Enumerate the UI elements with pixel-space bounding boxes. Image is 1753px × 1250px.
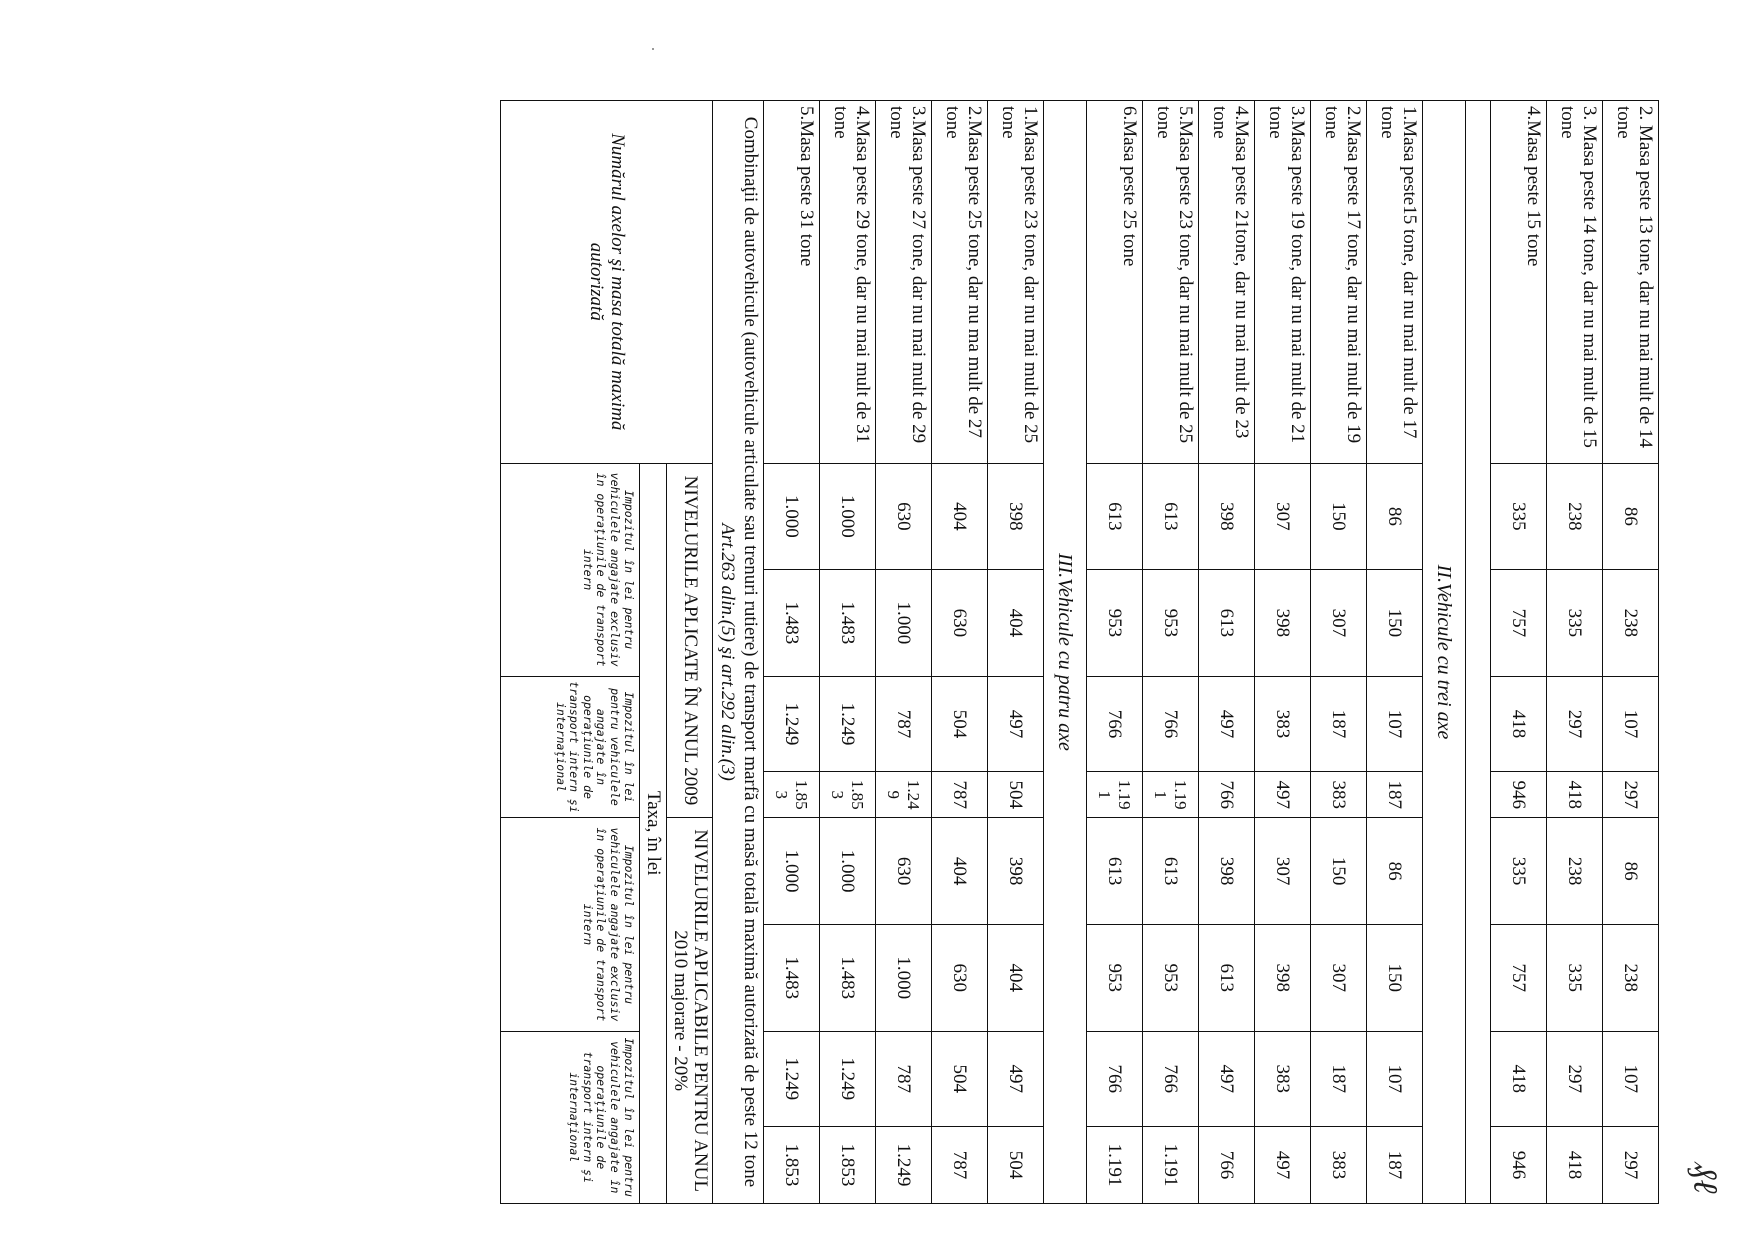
tax-value-cell: 757 (1491, 570, 1547, 677)
tax-value-cell: 613 (1087, 818, 1143, 925)
tax-value-cell: 307 (1311, 924, 1367, 1031)
row-label: 2. Masa peste 13 tone, dar nu mai mult de 14 tone (1603, 101, 1659, 464)
row-label: 1.Masa peste15 tone, dar nu mai mult de 17 tone (1367, 101, 1423, 464)
table-row (820, 101, 876, 1204)
tax-value-cell: 383 (1255, 1031, 1311, 1127)
tax-value-cell: 1.19 1 (1087, 772, 1143, 818)
tax-value-cell: 1.19 1 (1143, 772, 1199, 818)
tax-value-cell: 107 (1603, 676, 1659, 772)
tax-value-cell: 187 (1367, 772, 1423, 818)
combination-text: Combinaţii de autovehicule (autovehicule articulate sau trenuri rutiere) de transport marfă cu masă totală maximă autorizată de peste 12 tone (740, 116, 761, 1188)
tax-value-cell: 150 (1311, 818, 1367, 925)
tax-value-cell: 787 (932, 772, 988, 818)
row-label: 3.Masa peste 19 tone, dar nu mai mult de 21 tone (1255, 101, 1311, 464)
section-two-axes-tail (1491, 101, 1659, 1204)
tax-value-cell: 404 (988, 924, 1044, 1031)
tax-value-cell: 630 (876, 463, 932, 570)
tax-value-cell: 1.853 (820, 1127, 876, 1204)
tax-value-cell: 497 (1199, 1031, 1255, 1127)
combination-article: Art.263 alin.(5) şi art.292 alin.(3) (717, 523, 739, 781)
taxa-header: Taxa, în lei (639, 463, 666, 1203)
tax-value-cell: 418 (1491, 1031, 1547, 1127)
tax-value-cell: 1.483 (820, 570, 876, 677)
tax-value-cell: 1.249 (764, 676, 820, 772)
axle-column-header: Numărul axelor şi masa totală maximă autorizată (500, 101, 713, 464)
tax-value-cell: 307 (1255, 818, 1311, 925)
row-label: 2.Masa peste 25 tone, dar nu ma mult de 27 tone (932, 101, 988, 464)
tax-value-cell: 1.249 (876, 1127, 932, 1204)
header-2010: NIVELURILE APLICABILE PENTRU ANUL 2010 majorare - 20% (666, 818, 713, 1204)
tax-value-cell: 953 (1087, 924, 1143, 1031)
tax-value-cell: 1.249 (820, 676, 876, 772)
subheader-2009-intern: Impozitul în lei pentru vehiculele angajate exclusiv în operaţiunile de transport intern (500, 463, 639, 676)
tax-value-cell: 187 (1367, 1127, 1423, 1204)
tax-value-cell: 613 (1199, 570, 1255, 677)
tax-value-cell: 613 (1087, 463, 1143, 570)
tax-value-cell: 1.24 9 (876, 772, 932, 818)
tax-value-cell: 307 (1311, 570, 1367, 677)
tax-value-cell: 335 (1491, 463, 1547, 570)
section-title-three-axes: II.Vehicule cu trei axe (1423, 101, 1466, 1204)
tax-value-cell: 1.853 (764, 1127, 820, 1204)
tax-value-cell: 383 (1311, 1127, 1367, 1204)
tax-value-cell: 497 (1255, 1127, 1311, 1204)
table-row (764, 101, 820, 1204)
tax-value-cell: 953 (1143, 924, 1199, 1031)
tax-value-cell: 1.249 (764, 1031, 820, 1127)
tax-value-cell: 86 (1367, 463, 1423, 570)
tax-value-cell: 766 (1087, 676, 1143, 772)
tax-value-cell: 613 (1143, 463, 1199, 570)
row-label: 5.Masa peste 31 tone (764, 101, 820, 464)
scan-speck (652, 48, 654, 50)
tax-value-cell: 150 (1311, 463, 1367, 570)
tax-value-cell: 398 (1255, 924, 1311, 1031)
tax-value-cell: 383 (1255, 676, 1311, 772)
tax-value-cell: 766 (1199, 1127, 1255, 1204)
tax-value-cell: 946 (1491, 1127, 1547, 1204)
tax-value-cell: 630 (932, 570, 988, 677)
subheader-2010-international: Impozitul în lei pentru vehiculele angajate în operaţiunile de transport intern şi internaţional (500, 1031, 639, 1204)
tax-value-cell: 297 (1603, 772, 1659, 818)
tax-value-cell: 1.483 (764, 924, 820, 1031)
tax-value-cell: 766 (1143, 1031, 1199, 1127)
tax-value-cell: 1.000 (820, 818, 876, 925)
tax-value-cell: 1.000 (876, 924, 932, 1031)
tax-value-cell: 787 (932, 1127, 988, 1204)
tax-value-cell: 787 (876, 1031, 932, 1127)
tax-value-cell: 1.85 3 (764, 772, 820, 818)
row-label: 3.Masa peste 27 tone, dar nu mai mult de 29 tone (876, 101, 932, 464)
rotated-document-page (359, 100, 1659, 1250)
tax-value-cell: 757 (1491, 924, 1547, 1031)
tax-value-cell: 766 (1143, 676, 1199, 772)
tax-value-cell: 497 (988, 1031, 1044, 1127)
tax-value-cell: 787 (876, 676, 932, 772)
tax-value-cell: 1.483 (764, 570, 820, 677)
tax-value-cell: 107 (1367, 1031, 1423, 1127)
combination-description (713, 101, 764, 1204)
tax-value-cell: 404 (932, 463, 988, 570)
tax-value-cell: 613 (1199, 924, 1255, 1031)
tax-value-cell: 504 (932, 1031, 988, 1127)
tax-value-cell: 383 (1311, 772, 1367, 818)
tax-value-cell: 1.249 (820, 1031, 876, 1127)
tax-value-cell: 497 (1255, 772, 1311, 818)
tax-value-cell: 1.85 3 (820, 772, 876, 818)
table-row (1255, 101, 1311, 1204)
table-row (1143, 101, 1199, 1204)
tax-value-cell: 297 (1547, 1031, 1603, 1127)
tax-value-cell: 1.191 (1087, 1127, 1143, 1204)
tax-value-cell: 335 (1547, 924, 1603, 1031)
tax-value-cell: 86 (1367, 818, 1423, 925)
tax-value-cell: 297 (1547, 676, 1603, 772)
tax-value-cell: 335 (1547, 570, 1603, 677)
tax-value-cell: 953 (1087, 570, 1143, 677)
table-row (1087, 101, 1143, 1204)
tax-value-cell: 187 (1311, 1031, 1367, 1127)
handwritten-page-mark: ₰ℓ (1685, 1162, 1726, 1194)
subheader-2009-international: Impozitul în lei pentru vehiculele angajate în operaţiunile de transport intern şi internaţional (500, 676, 639, 818)
row-label: 1.Masa peste 23 tone, dar nu mai mult de 25 tone (988, 101, 1044, 464)
tax-value-cell: 107 (1367, 676, 1423, 772)
table-row (1547, 101, 1603, 1204)
section-four-axes-heading (1044, 101, 1087, 1204)
section-four-axes (764, 101, 1044, 1204)
table-row (1311, 101, 1367, 1204)
subheader-2010-intern: Impozitul în lei pentru vehiculele angajate exclusiv în operaţiunile de transport intern (500, 818, 639, 1031)
tax-value-cell: 238 (1603, 924, 1659, 1031)
table-row (1491, 101, 1547, 1204)
tax-table (500, 100, 1659, 1204)
tax-value-cell: 307 (1255, 463, 1311, 570)
section-three-axes (1087, 101, 1423, 1204)
tax-value-cell: 1.000 (820, 463, 876, 570)
tax-value-cell: 504 (988, 772, 1044, 818)
tax-value-cell: 418 (1547, 1127, 1603, 1204)
tax-value-cell: 504 (932, 676, 988, 772)
tax-value-cell: 238 (1603, 570, 1659, 677)
tax-value-cell: 418 (1491, 676, 1547, 772)
header-2009: NIVELURILE APLICATE ÎN ANUL 2009 (666, 463, 713, 818)
table-row (988, 101, 1044, 1204)
tax-value-cell: 398 (1255, 570, 1311, 677)
tax-value-cell: 150 (1367, 570, 1423, 677)
tax-value-cell: 497 (988, 676, 1044, 772)
tax-value-cell: 238 (1547, 818, 1603, 925)
table-row (1603, 101, 1659, 1204)
tax-value-cell: 497 (1199, 676, 1255, 772)
row-label: 5.Masa peste 23 tone, dar nu mai mult de 25 tone (1143, 101, 1199, 464)
tax-value-cell: 187 (1311, 676, 1367, 772)
tax-value-cell: 297 (1603, 1127, 1659, 1204)
tax-value-cell: 86 (1603, 463, 1659, 570)
tax-value-cell: 86 (1603, 818, 1659, 925)
row-label: 2.Masa peste 17 tone, dar nu mai mult de 19 tone (1311, 101, 1367, 464)
row-label: 4.Masa peste 21tone, dar nu mai mult de 23 tone (1199, 101, 1255, 464)
tax-value-cell: 404 (932, 818, 988, 925)
tax-value-cell: 766 (1087, 1031, 1143, 1127)
tax-value-cell: 398 (988, 463, 1044, 570)
table-row (876, 101, 932, 1204)
tax-value-cell: 398 (1199, 818, 1255, 925)
tax-value-cell: 613 (1143, 818, 1199, 925)
tax-value-cell: 946 (1491, 772, 1547, 818)
table-row (1199, 101, 1255, 1204)
table-row (932, 101, 988, 1204)
tax-value-cell: 630 (876, 818, 932, 925)
tax-value-cell: 1.483 (820, 924, 876, 1031)
tax-value-cell: 630 (932, 924, 988, 1031)
section-title-four-axes: III.Vehicule cu patru axe (1044, 101, 1087, 1204)
tax-value-cell: 150 (1367, 924, 1423, 1031)
section-three-axes-heading (1423, 101, 1491, 1204)
tax-value-cell: 504 (988, 1127, 1044, 1204)
tax-value-cell: 766 (1199, 772, 1255, 818)
tax-value-cell: 107 (1603, 1031, 1659, 1127)
tax-value-cell: 238 (1547, 463, 1603, 570)
row-label: 4.Masa peste 29 tone, dar nu mai mult de 31 tone (820, 101, 876, 464)
table-row (1367, 101, 1423, 1204)
tax-value-cell: 404 (988, 570, 1044, 677)
tax-value-cell: 398 (988, 818, 1044, 925)
tax-value-cell: 398 (1199, 463, 1255, 570)
tax-value-cell: 335 (1491, 818, 1547, 925)
row-label: 6.Masa peste 25 tone (1087, 101, 1143, 464)
combination-heading (500, 101, 763, 1204)
tax-value-cell: 953 (1143, 570, 1199, 677)
tax-value-cell: 1.000 (876, 570, 932, 677)
row-label: 4.Masa peste 15 tone (1491, 101, 1547, 464)
tax-value-cell: 1.000 (764, 818, 820, 925)
row-label: 3. Masa peste 14 tone, dar nu mai mult de 15 tone (1547, 101, 1603, 464)
tax-value-cell: 418 (1547, 772, 1603, 818)
spacer-row (1466, 101, 1491, 1204)
tax-value-cell: 1.000 (764, 463, 820, 570)
tax-value-cell: 1.191 (1143, 1127, 1199, 1204)
